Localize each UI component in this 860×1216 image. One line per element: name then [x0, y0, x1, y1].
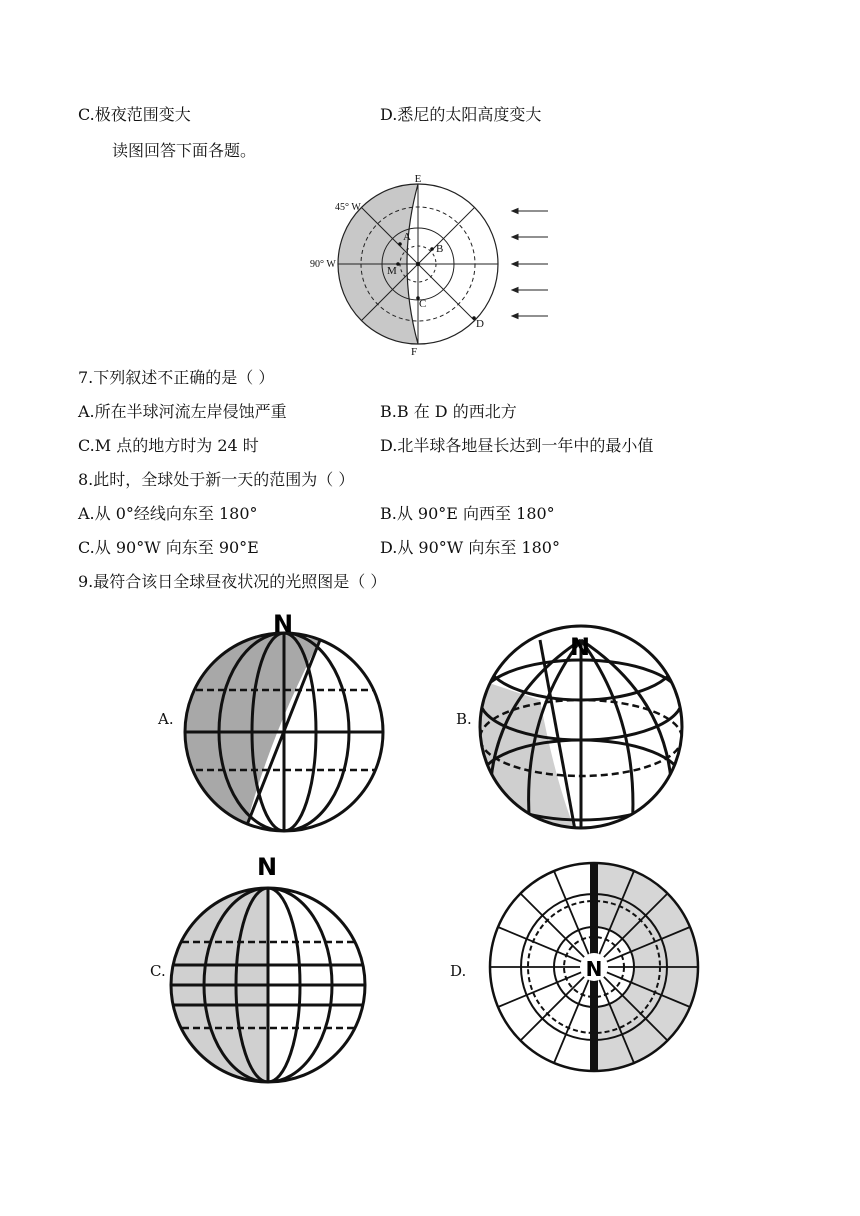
globe-b: [475, 615, 695, 835]
label-d: D: [476, 318, 484, 330]
q8-stem: 8.此时，全球处于新一天的范围为（ ）: [78, 470, 355, 489]
label-a: A: [403, 231, 411, 243]
globe-d-label: D.: [450, 962, 467, 980]
globe-c-label: C.: [150, 962, 166, 980]
label-e: E: [414, 173, 422, 185]
q9-stem: 9.最符合该日全球昼夜状况的光照图是（ ）: [78, 572, 387, 591]
prev-option-d: D.悉尼的太阳高度变大: [380, 105, 542, 124]
prev-option-c: C.极夜范围变大: [78, 105, 191, 124]
globe-a-label: A.: [158, 710, 174, 728]
globe-c: [170, 848, 390, 1088]
globe-a-n: N: [272, 610, 294, 638]
q7-option-b: B.B 在 D 的西北方: [380, 402, 517, 421]
globe-c-n: N: [256, 853, 278, 881]
q8-option-d: D.从 90°W 向东至 180°: [380, 538, 560, 557]
instruction: 读图回答下面各题。: [112, 141, 257, 160]
label-b: B: [436, 243, 444, 255]
label-45w: 45° W: [335, 202, 361, 213]
q7-option-d: D.北半球各地昼长达到一年中的最小值: [380, 436, 654, 455]
globe-d-n: N: [585, 957, 603, 981]
polar-illumination-diagram: [305, 172, 545, 362]
label-f: F: [410, 346, 418, 358]
q8-option-a: A.从 0°经线向东至 180°: [78, 504, 258, 523]
q7-stem: 7.下列叙述不正确的是（ ）: [78, 368, 275, 387]
q8-option-c: C.从 90°W 向东至 90°E: [78, 538, 259, 557]
q7-option-a: A.所在半球河流左岸侵蚀严重: [78, 402, 287, 421]
label-90w: 90° W: [310, 259, 336, 270]
label-c: C: [419, 298, 427, 310]
q7-option-c: C.M 点的地方时为 24 时: [78, 436, 259, 455]
globe-b-n: N: [569, 633, 591, 661]
label-m: M: [387, 265, 397, 277]
globe-a: [175, 605, 395, 835]
sunlight-arrows: [512, 209, 548, 319]
globe-b-label: B.: [456, 710, 472, 728]
q8-option-b: B.从 90°E 向西至 180°: [380, 504, 555, 523]
globe-d: [485, 855, 705, 1075]
